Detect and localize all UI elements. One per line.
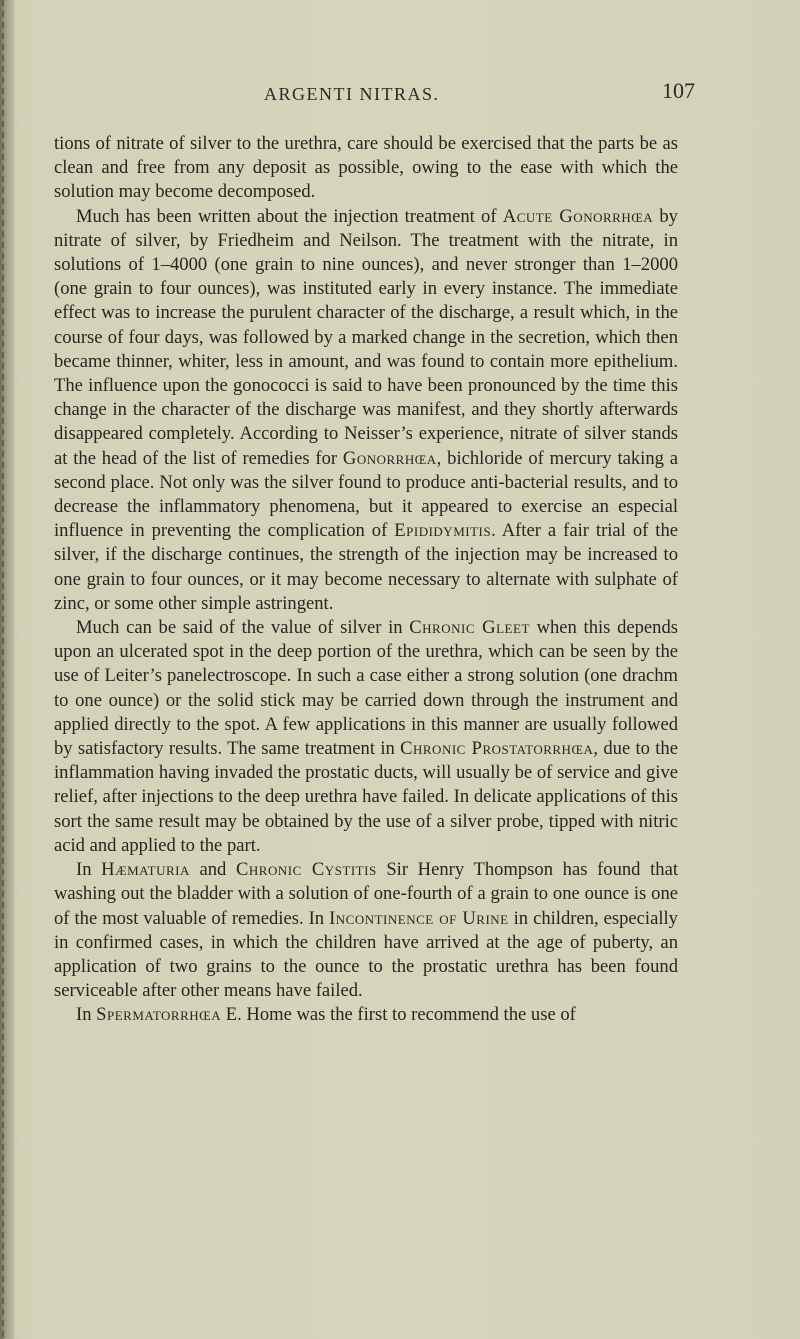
term-incontinence-of-urine: Incontinence of Urine [329, 907, 509, 929]
term-gonorrhoea: Gonorrhœa [342, 447, 437, 469]
paragraph-4: In Hæmaturia and Chronic Cystitis Sir Henry Thompson has found that washing out the bladder with a solution of one-fourth of a grain to one ounce is one of the most valuable of remedies. In Incontinence of Urine in children, especially in confirmed cases, in which the children have arrived at the age of puberty, an application of two grains to the ounce to the prostatic urethra has been found serviceable after other means have failed. [54, 859, 678, 1002]
term-spermatorrhoea: Spermatorrhœa [96, 1004, 222, 1026]
paragraph-2: Much has been written about the injection treatment of Acute Gonorrhœa by nitrate of silver, by Friedheim and Neilson. The treatment with the nitrate, in solutions of 1–4000 (one grain to nine ounces), and never stronger than 1–2000 (one grain to four ounces), was instituted early in every instance. The immediate effect was to increase the purulent character of the discharge, a result which, in the course of four days, was followed by a marked change in the secretion, which then became thinner, whiter, less in amount, and was found to contain more epithelium. The influence upon the gonococci is said to have been pronounced by the time this change in the character of the discharge was manifest, and they shortly afterwards disappeared completely. According to Neisser’s experience, nitrate of silver stands at the head of the list of remedies for Gonorrhœa, bichloride of mercury taking a second place. Not only was the silver found to produce anti-bacterial results, and to decrease the inflammatory phenomena, but it appeared to exercise an especial influence in preventing the complication of Epididymitis. After a fair trial of the silver, if the discharge continues, the strength of the injection may be increased to one grain to four ounces, or it may become necessary to alternate with sulphate of zinc, or some other simple astringent. [54, 205, 678, 614]
page-number: 107 [662, 78, 695, 103]
term-chronic-cystitis: Chronic Cystitis [236, 859, 377, 881]
paragraph-5: In Spermatorrhœa E. Home was the first to recommend the use of [76, 1004, 576, 1026]
paragraph-1: tions of nitrate of silver to the urethra, care should be exercised that the parts be as clean and free from any deposit as possible, owing to the ease with which the solution may become decomposed. [54, 133, 678, 203]
term-epididymitis: Epididymitis [394, 520, 492, 542]
term-chronic-prostatorrhoea: Chronic Prostatorrhœa [400, 738, 594, 760]
term-chronic-gleet: Chronic Gleet [409, 617, 530, 639]
running-header: ARGENTI NITRAS. [264, 84, 440, 104]
paragraph-3: Much can be said of the value of silver in Chronic Gleet when this depends upon an ulcerated spot in the deep portion of the urethra, which can be seen by the use of Leiter’s panelectroscope. In such a case either a strong solution (one drachm to one ounce) or the solid stick may be carried down through the instrument and applied directly to the spot. A few applications in this manner are usually followed by satisfactory results. The same treatment in Chronic Prostatorrhœa, due to the inflammation having invaded the prostatic ducts, will usually be of service and give relief, after injections to the deep urethra have failed. In delicate applications of this sort the same result may be obtained by the use of a silver probe, tipped with nitric acid and applied to the part. [54, 617, 679, 856]
term-haematuria: Hæmaturia [101, 859, 190, 881]
term-acute-gonorrhoea: Acute Gonorrhœa [502, 205, 654, 227]
page-binding-edge [0, 0, 14, 1339]
body-text [54, 132, 678, 1028]
